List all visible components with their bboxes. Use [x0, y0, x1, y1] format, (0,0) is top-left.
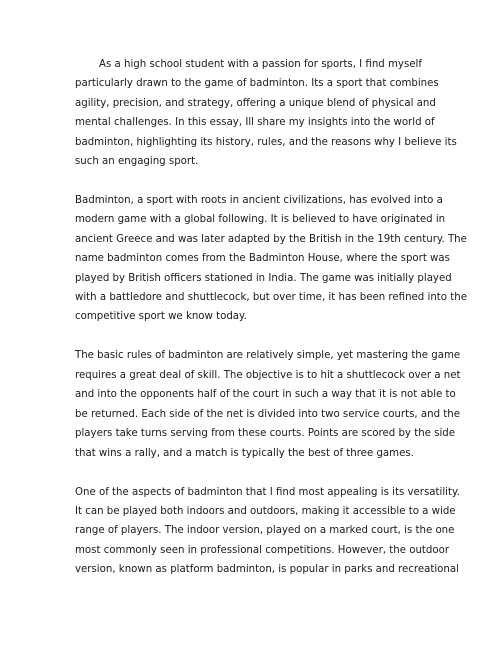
document-page	[75, 55, 467, 599]
paragraph-rules: The basic rules of badminton are relatively simple, yet mastering the game requires a great deal of skill. The objective is to hit a shuttlecock over a net and into the opponents half of the court in such a way that it is not able to be returned. Each side of the net is divided into two service courts, and the players take turns serving from these courts. Points are scored by the side that wins a rally, and a match is typically the best of three games.	[75, 350, 461, 459]
paragraph-versatility: One of the aspects of badminton that I find most appealing is its versatility. It can be played both indoors and outdoors, making it accessible to a wide range of players. The indoor version, played on a marked court, is the one most commonly seen in professional competitions. However, the outdoor version, known as platform badminton, is popular in parks and recreational	[75, 486, 460, 576]
paragraph-intro: As a high school student with a passion for sports, I find myself particularly drawn to the game of badminton. Its a sport that combines agility, precision, and strategy, offering a unique blend of physical and mental challenges. In this essay, Ill share my insights into the world of badminton, highlighting its history, rules, and the reasons why I believe its such an engaging sport.	[75, 59, 457, 168]
paragraph-history: Badminton, a sport with roots in ancient civilizations, has evolved into a modern game with a global following. It is believed to have originated in ancient Greece and was later adapted by the British in the 19th century. The name badminton comes from the Badminton House, where the sport was played by British officers stationed in India. The game was initially played with a battledore and shuttlecock, but over time, it has been refined into the competitive sport we know today.	[75, 195, 467, 323]
